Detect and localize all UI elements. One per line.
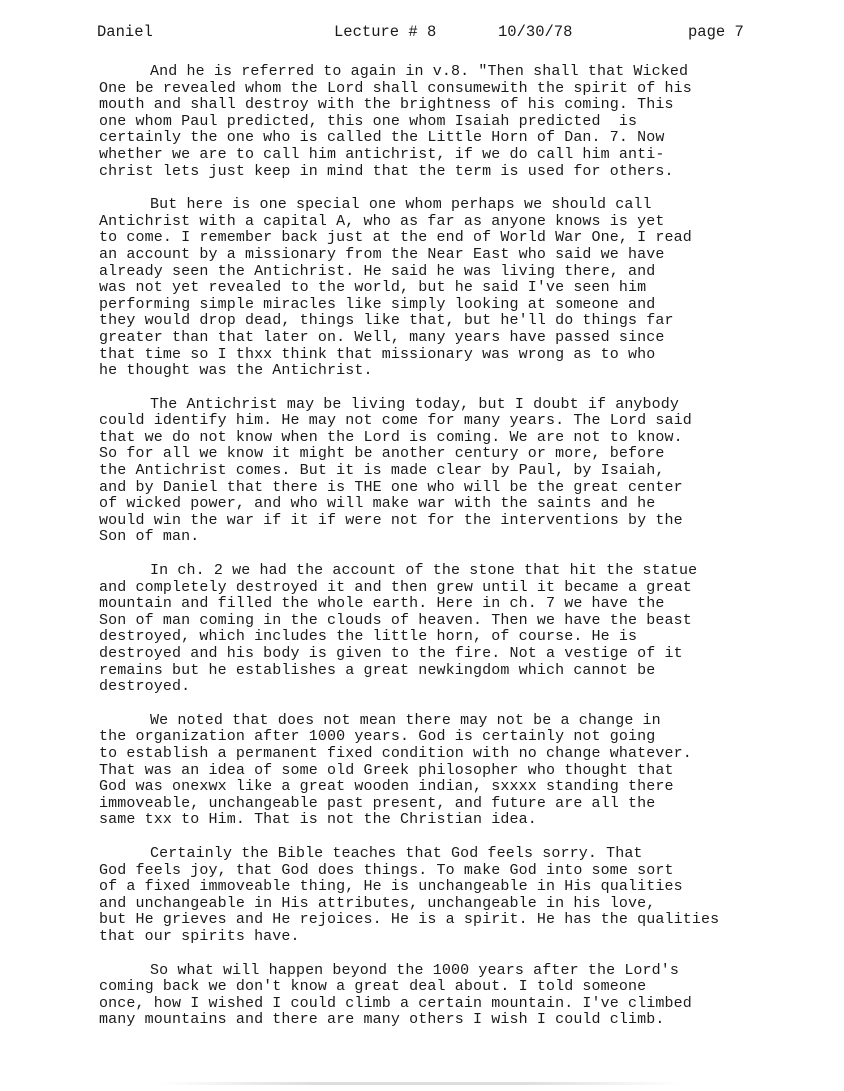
text-line: they would drop dead, things like that, but he'll do things far (99, 312, 674, 330)
text-line: once, how I wished I could climb a certain mountain. I've climbed (99, 994, 692, 1012)
page-header (0, 20, 844, 44)
text-line: And he is referred to again in v.8. "Then shall that Wicked (150, 63, 689, 80)
text-line: In ch. 2 we had the account of the stone that hit the statue (150, 562, 698, 580)
text-line: God was onexwx like a great wooden indian, sxxxx standing there (99, 778, 674, 796)
text-line: greater than that later on. Well, many years have passed since (99, 328, 665, 346)
text-line: would win the war if it if were not for the interventions by the (99, 511, 683, 529)
text-line: the Antichrist comes. But it is made clear by Paul, by Isaiah, (99, 462, 665, 480)
text-line: that we do not know when the Lord is coming. We are not to know. (99, 428, 683, 446)
scan-edge-mark (160, 1082, 680, 1085)
text-line: whether we are to call him antichrist, if we do call him anti- (99, 145, 665, 163)
text-line: Antichrist with a capital A, who as far as anyone knows is yet (99, 212, 665, 230)
text-line: he thought was the Antichrist. (99, 362, 373, 380)
text-line: the organization after 1000 years. God is certainly not going (99, 728, 656, 746)
text-line: mountain and filled the whole earth. Here in ch. 7 we have the (99, 595, 665, 613)
text-line: could identify him. He may not come for many years. The Lord said (99, 412, 692, 430)
text-line: That was an idea of some old Greek philosopher who thought that (99, 761, 674, 779)
text-line: an account by a missionary from the Near East who said we have (99, 245, 665, 263)
text-line: We noted that does not mean there may not be a change in (150, 711, 661, 729)
text-line: was not yet revealed to the world, but he said I've seen him (99, 279, 647, 297)
paragraph (0, 963, 844, 1029)
text-line: one whom Paul predicted, this one whom Isaiah predicted is (99, 112, 638, 130)
text-line: and completely destroyed it and then grew until it became a great (99, 578, 692, 596)
lecture-body-text (0, 64, 844, 1046)
text-line: but He grieves and He rejoices. He is a spirit. He has the qualities (99, 911, 720, 929)
text-line: performing simple miracles like simply looking at someone and (99, 295, 656, 313)
header-lecture-number: Lecture # 8 (334, 23, 437, 41)
text-line: destroyed, which includes the little horn, of course. He is (99, 628, 638, 646)
text-line: mouth and shall destroy with the brightness of his coming. This (99, 96, 674, 114)
text-line: that our spirits have. (99, 927, 300, 945)
header-date: 10/30/78 (498, 23, 573, 41)
paragraph (0, 64, 844, 180)
text-line: remains but he establishes a great newkingdom which cannot be (99, 661, 656, 679)
text-line: Son of man. (99, 528, 200, 546)
text-line: many mountains and there are many others I wish I could climb. (99, 1011, 665, 1029)
text-line: certainly the one who is called the Little Horn of Dan. 7. Now (99, 129, 665, 147)
text-line: and by Daniel that there is THE one who will be the great center (99, 478, 683, 496)
header-page-number: page 7 (688, 23, 744, 41)
text-line: Son of man coming in the clouds of heaven. Then we have the beast (99, 611, 692, 629)
paragraph (0, 563, 844, 696)
text-line: immoveable, unchangeable past present, and future are all the (99, 794, 656, 812)
paragraph (0, 397, 844, 546)
text-line: of wicked power, and who will make war with the saints and he (99, 495, 656, 513)
text-line: So for all we know it might be another century or more, before (99, 445, 665, 463)
text-line: to come. I remember back just at the end of World War One, I read (99, 229, 692, 247)
text-line: and unchangeable in His attributes, unchangeable in his love, (99, 894, 656, 912)
text-line: to establish a permanent fixed condition with no change whatever. (99, 744, 692, 762)
text-line: already seen the Antichrist. He said he was living there, and (99, 262, 656, 280)
paragraph (0, 846, 844, 946)
text-line: The Antichrist may be living today, but I doubt if anybody (150, 395, 680, 413)
text-line: destroyed. (99, 678, 191, 696)
text-line: But here is one special one whom perhaps we should call (150, 196, 652, 214)
text-line: destroyed and his body is given to the fire. Not a vestige of it (99, 645, 683, 662)
header-book-title: Daniel (97, 23, 153, 41)
paragraph (0, 197, 844, 380)
text-line: One be revealed whom the Lord shall consumewith the spirit of his (99, 79, 692, 97)
text-line: God feels joy, that God does things. To make God into some sort (99, 861, 674, 879)
text-line: that time so I thxx think that missionary was wrong as to who (99, 345, 656, 363)
text-line: Certainly the Bible teaches that God feels sorry. That (150, 844, 643, 862)
text-line: coming back we don't know a great deal about. I told someone (99, 978, 647, 996)
paragraph (0, 713, 844, 829)
text-line: same txx to Him. That is not the Christian idea. (99, 811, 537, 829)
text-line: christ lets just keep in mind that the term is used for others. (99, 162, 674, 180)
text-line: of a fixed immoveable thing, He is unchangeable in His qualities (99, 878, 683, 896)
text-line: So what will happen beyond the 1000 years after the Lord's (150, 961, 680, 979)
